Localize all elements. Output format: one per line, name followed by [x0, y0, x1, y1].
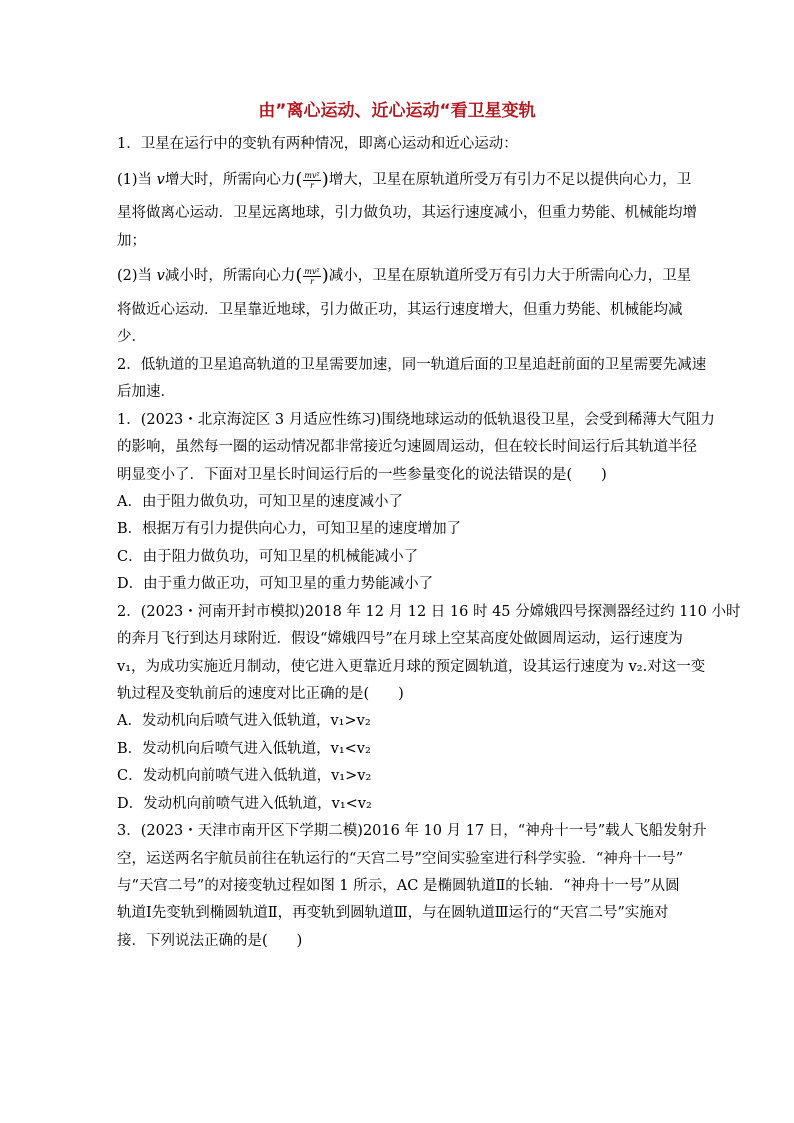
question-2-option-b: B．发动机向后喷气进入低轨道，v₁<v₂	[117, 741, 371, 757]
case-2-prefix: (2)当	[117, 268, 157, 284]
question-1-line-2: 的影响，虽然每一圈的运动情况都非常接近匀速圆周运动，但在较长时间运行后其轨道半径	[117, 439, 697, 455]
question-1-option-a: A．由于阻力做负功，可知卫星的速度减小了	[117, 494, 403, 510]
centripetal-fraction-2: $\frac{\text{mv²}}{r}$	[304, 266, 320, 286]
question-1-line-1: 1．(2023・北京海淀区 3 月适应性练习)围绕地球运动的低轨退役卫星，会受到稀薄大气阻力	[117, 412, 715, 428]
case-1-mid: 增大时，所需向心力	[164, 172, 296, 188]
question-2-option-a: A．发动机向后喷气进入低轨道，v₁>v₂	[117, 713, 371, 729]
intro-case-2-line-1: (2)当 v减小时，所需向心力( $\frac{\text{mv²}}{r}$ )减小，卫星在原轨道所受万有引力大于所需向心力，卫星	[117, 265, 692, 286]
question-3-line-1: 3．(2023・天津市南开区下学期二模)2016 年 10 月 17 日，“神舟十一号”载人飞船发射升	[117, 823, 707, 839]
question-2-option-d: D．发动机向前喷气进入低轨道，v₁<v₂	[117, 796, 372, 812]
question-3-line-3: 与“天宫二号”的对接变轨过程如图 1 所示，AC 是椭圆轨道Ⅱ的长轴．“神舟十一号”从圆	[117, 878, 680, 894]
question-1-option-c: C．由于阻力做负功，可知卫星的机械能减小了	[117, 549, 419, 565]
intro-point-2-line-2: 后加速．	[117, 384, 175, 400]
page-title: 由”离心运动、近心运动“看卫星变轨	[258, 101, 536, 121]
question-2-line-1: 2．(2023・河南开封市模拟)2018 年 12 月 12 日 16 时 45 分嫦娥四号探测器经过约 110 小时	[117, 604, 741, 620]
intro-point-1: 1．卫星在运行中的变轨有两种情况，即离心运动和近心运动：	[117, 136, 518, 152]
question-3-line-5: 接．下列说法正确的是( )	[117, 933, 303, 949]
intro-case-2-line-3: 少．	[117, 329, 146, 345]
case-1-prefix: (1)当	[117, 172, 157, 188]
question-2-line-4: 轨过程及变轨前后的速度对比正确的是( )	[117, 686, 404, 702]
intro-case-1-line-1: (1)当 v增大时，所需向心力( $\frac{\text{mv²}}{r}$ )增大，卫星在原轨道所受万有引力不足以提供向心力，卫	[117, 169, 692, 190]
case-2-mid: 减小时，所需向心力	[164, 268, 296, 284]
question-1-line-3: 明显变小了．下面对卫星长时间运行后的一些参量变化的说法错误的是( )	[117, 467, 607, 483]
question-1-option-b: B．根据万有引力提供向心力，可知卫星的速度增加了	[117, 521, 462, 537]
intro-case-1-line-3: 加；	[117, 233, 146, 249]
centripetal-fraction-1: $\frac{\text{mv²}}{r}$	[304, 170, 320, 190]
question-1-option-d: D．由于重力做正功，可知卫星的重力势能减小了	[117, 576, 434, 592]
intro-case-1-line-2: 星将做离心运动．卫星远离地球，引力做负功，其运行速度减小，但重力势能、机械能均增	[117, 205, 697, 221]
case-2-tail: 减小，卫星在原轨道所受万有引力大于所需向心力，卫星	[328, 268, 692, 284]
question-3-line-2: 空，运送两名宇航员前往在轨运行的“天宫二号”空间实验室进行科学实验．“神舟十一号”	[117, 851, 684, 867]
case-2-var: v	[156, 268, 165, 284]
question-2-line-2: 的奔月飞行到达月球附近．假设“嫦娥四号”在月球上空某高度处做圆周运动，运行速度为	[117, 631, 683, 647]
question-2-option-c: C．发动机向前喷气进入低轨道，v₁>v₂	[117, 768, 372, 784]
question-2-line-3: v₁，为成功实施近月制动，使它进入更靠近月球的预定圆轨道，设其运行速度为 v₂.对这一变	[117, 659, 706, 675]
case-1-tail: 增大，卫星在原轨道所受万有引力不足以提供向心力，卫	[328, 172, 692, 188]
question-3-line-4: 轨道Ⅰ先变轨到椭圆轨道Ⅱ，再变轨到圆轨道Ⅲ，与在圆轨道Ⅲ运行的“天宫二号”实施对	[117, 905, 669, 921]
intro-case-2-line-2: 将做近心运动．卫星靠近地球，引力做正功，其运行速度增大，但重力势能、机械能均减	[117, 302, 683, 318]
intro-point-2-line-1: 2．低轨道的卫星追高轨道的卫星需要加速，同一轨道后面的卫星追赶前面的卫星需要先减速	[117, 357, 707, 373]
case-1-var: v	[156, 172, 165, 188]
